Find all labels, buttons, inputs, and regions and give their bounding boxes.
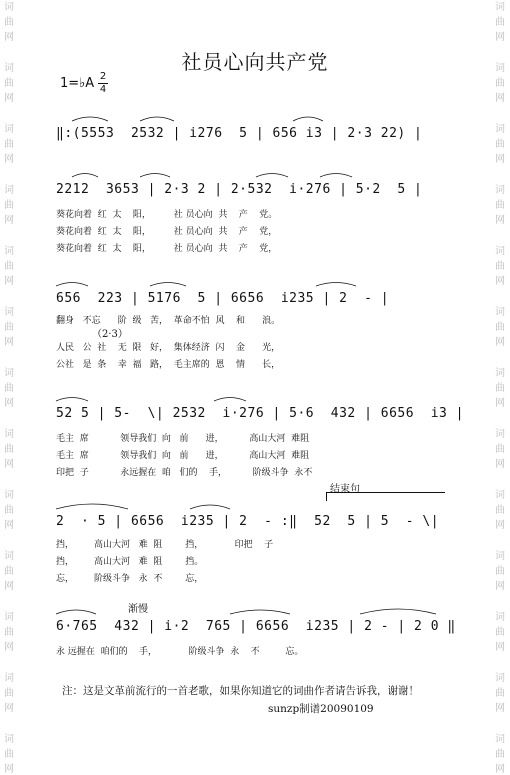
- watermark-char: 曲: [4, 749, 14, 760]
- watermark-char: 曲: [495, 322, 505, 333]
- lyric-line: 印把 子 永远握在 咱 们的 手， 阶级斗争 永不: [56, 468, 313, 478]
- watermark-char: 词: [495, 429, 505, 440]
- watermark-char: 网: [4, 32, 14, 43]
- watermark-char: 词: [4, 307, 14, 318]
- watermark-char: 曲: [4, 444, 14, 455]
- score-line-5: 2 · 5 | 6656 i235 | 2 - :‖ 52 5 | 5 - \|: [56, 514, 440, 529]
- ending-bracket-label: 结束句: [330, 484, 360, 495]
- watermark-char: 网: [4, 581, 14, 592]
- watermark-char: 网: [495, 764, 505, 775]
- score-line-4: 52 5 | 5- \| 2532 i·276 | 5·6 432 | 6656 i3 |: [56, 406, 465, 421]
- watermark-char: 词: [495, 612, 505, 623]
- watermark-char: 曲: [495, 688, 505, 699]
- watermark-char: 网: [495, 215, 505, 226]
- lyric-line: 翻身 不忘 阶 级 苦， 革命不怕 风 和 浪。: [56, 316, 281, 326]
- watermark-char: 网: [495, 32, 505, 43]
- song-title: 社员心向共产党: [181, 50, 329, 74]
- watermark-char: 网: [495, 276, 505, 287]
- watermark-char: 曲: [4, 17, 14, 28]
- watermark-char: 网: [4, 337, 14, 348]
- watermark-char: 词: [4, 124, 14, 135]
- watermark-char: 曲: [495, 78, 505, 89]
- lyric-line: 葵花向着 红 太 阳， 社 员心向 共 产 党，: [56, 244, 278, 254]
- second-ending-mark: （2·3）: [92, 329, 128, 340]
- score-line-6: 6·765 432 | i·2 765 | 6656 i235 | 2 - | 2 0 ‖: [56, 619, 456, 634]
- watermark-char: 网: [4, 215, 14, 226]
- watermark-char: 网: [4, 642, 14, 653]
- watermark-char: 曲: [4, 261, 14, 272]
- watermark-char: 词: [495, 734, 505, 745]
- lyric-line: 忘， 阶级斗争 永 不 忘，: [56, 574, 204, 584]
- watermark-char: 网: [495, 459, 505, 470]
- watermark-char: 词: [4, 368, 14, 379]
- watermark-char: 词: [4, 429, 14, 440]
- footer-note: 注：这是文革前流行的一首老歌，如果你知道它的词曲作者请告诉我，谢谢！: [62, 685, 419, 697]
- watermark-char: 词: [4, 551, 14, 562]
- watermark-char: 词: [495, 63, 505, 74]
- watermark-char: 词: [4, 490, 14, 501]
- lyric-line: 葵花向着 红 太 阳， 社 员心向 共 产 党。: [56, 210, 278, 220]
- watermark-char: 词: [495, 490, 505, 501]
- watermark-char: 网: [4, 154, 14, 165]
- lyric-line: 人民 公 社 无 限 好， 集体经济 闪 金 光，: [56, 343, 281, 353]
- watermark-char: 曲: [4, 688, 14, 699]
- score-line-3: 656 223 | 5176 5 | 6656 i235 | 2 - |: [56, 291, 390, 306]
- watermark-char: 网: [4, 93, 14, 104]
- watermark-char: 曲: [495, 383, 505, 394]
- watermark-char: 曲: [4, 383, 14, 394]
- lyric-line: 挡， 高山大河 难 阻 挡， 印把 子: [56, 540, 274, 550]
- watermark-char: 曲: [4, 505, 14, 516]
- watermark-char: 网: [495, 703, 505, 714]
- watermark-char: 词: [495, 185, 505, 196]
- watermark-char: 网: [4, 703, 14, 714]
- score-line-1: ‖:(5553 2532 | i276 5 | 656 i3 | 2·3 22) |: [56, 126, 423, 141]
- watermark-char: 词: [495, 307, 505, 318]
- watermark-char: 词: [4, 612, 14, 623]
- watermark-char: 曲: [4, 139, 14, 150]
- watermark-char: 词: [495, 551, 505, 562]
- watermark-char: 曲: [4, 627, 14, 638]
- watermark-char: 曲: [495, 566, 505, 577]
- watermark-char: 网: [495, 520, 505, 531]
- lyric-line: 永 远握在 咱们的 手， 阶级斗争 永 不 忘。: [56, 647, 304, 657]
- watermark-char: 曲: [495, 627, 505, 638]
- watermark-char: 网: [4, 520, 14, 531]
- watermark-char: 网: [4, 276, 14, 287]
- watermark-char: 词: [4, 673, 14, 684]
- watermark-char: 网: [495, 642, 505, 653]
- watermark-char: 词: [495, 2, 505, 13]
- watermark-char: 网: [495, 398, 505, 409]
- footer-signature: sunzp制谱20090109: [268, 703, 374, 715]
- watermark-char: 曲: [495, 505, 505, 516]
- watermark-char: 词: [4, 734, 14, 745]
- watermark-char: 词: [495, 246, 505, 257]
- watermark-char: 曲: [495, 749, 505, 760]
- lyric-line: 葵花向着 红 太 阳， 社 员心向 共 产 党，: [56, 227, 278, 237]
- watermark-char: 词: [495, 124, 505, 135]
- watermark-char: 网: [4, 459, 14, 470]
- watermark-char: 网: [495, 93, 505, 104]
- watermark-char: 曲: [495, 200, 505, 211]
- time-signature: [98, 72, 108, 95]
- lyric-line: 挡， 高山大河 难 阻 挡。: [56, 557, 204, 567]
- watermark-char: 网: [4, 398, 14, 409]
- time-signature-bottom: 4: [99, 84, 107, 95]
- watermark-char: 曲: [4, 78, 14, 89]
- lyric-line: 毛主 席 领导我们 向 前 进， 高山大河 难阻: [56, 451, 310, 461]
- lyric-line: 毛主 席 领导我们 向 前 进， 高山大河 难阻: [56, 434, 310, 444]
- watermark-char: 词: [4, 63, 14, 74]
- watermark-char: 曲: [4, 322, 14, 333]
- watermark-char: 词: [495, 673, 505, 684]
- lyric-line: 公社 是 条 幸 福 路， 毛主席的 恩 情 长，: [56, 360, 281, 370]
- key-signature: 1=♭A: [60, 76, 95, 91]
- watermark-char: 词: [4, 246, 14, 257]
- watermark-char: 网: [4, 764, 14, 775]
- watermark-char: 词: [495, 368, 505, 379]
- watermark-char: 曲: [495, 444, 505, 455]
- watermark-char: 词: [4, 185, 14, 196]
- score-line-2: 2212 3653 | 2·3 2 | 2·532 i·276 | 5·2 5 |: [56, 182, 423, 197]
- watermark-char: 曲: [495, 139, 505, 150]
- watermark-char: 曲: [495, 261, 505, 272]
- watermark-char: 曲: [4, 566, 14, 577]
- watermark-char: 曲: [495, 17, 505, 28]
- watermark-char: 曲: [4, 200, 14, 211]
- time-signature-top: 2: [99, 71, 107, 82]
- watermark-char: 网: [495, 581, 505, 592]
- watermark-char: 词: [4, 2, 14, 13]
- watermark-char: 网: [495, 154, 505, 165]
- watermark-char: 网: [495, 337, 505, 348]
- ritardando-mark: 渐慢: [128, 604, 148, 615]
